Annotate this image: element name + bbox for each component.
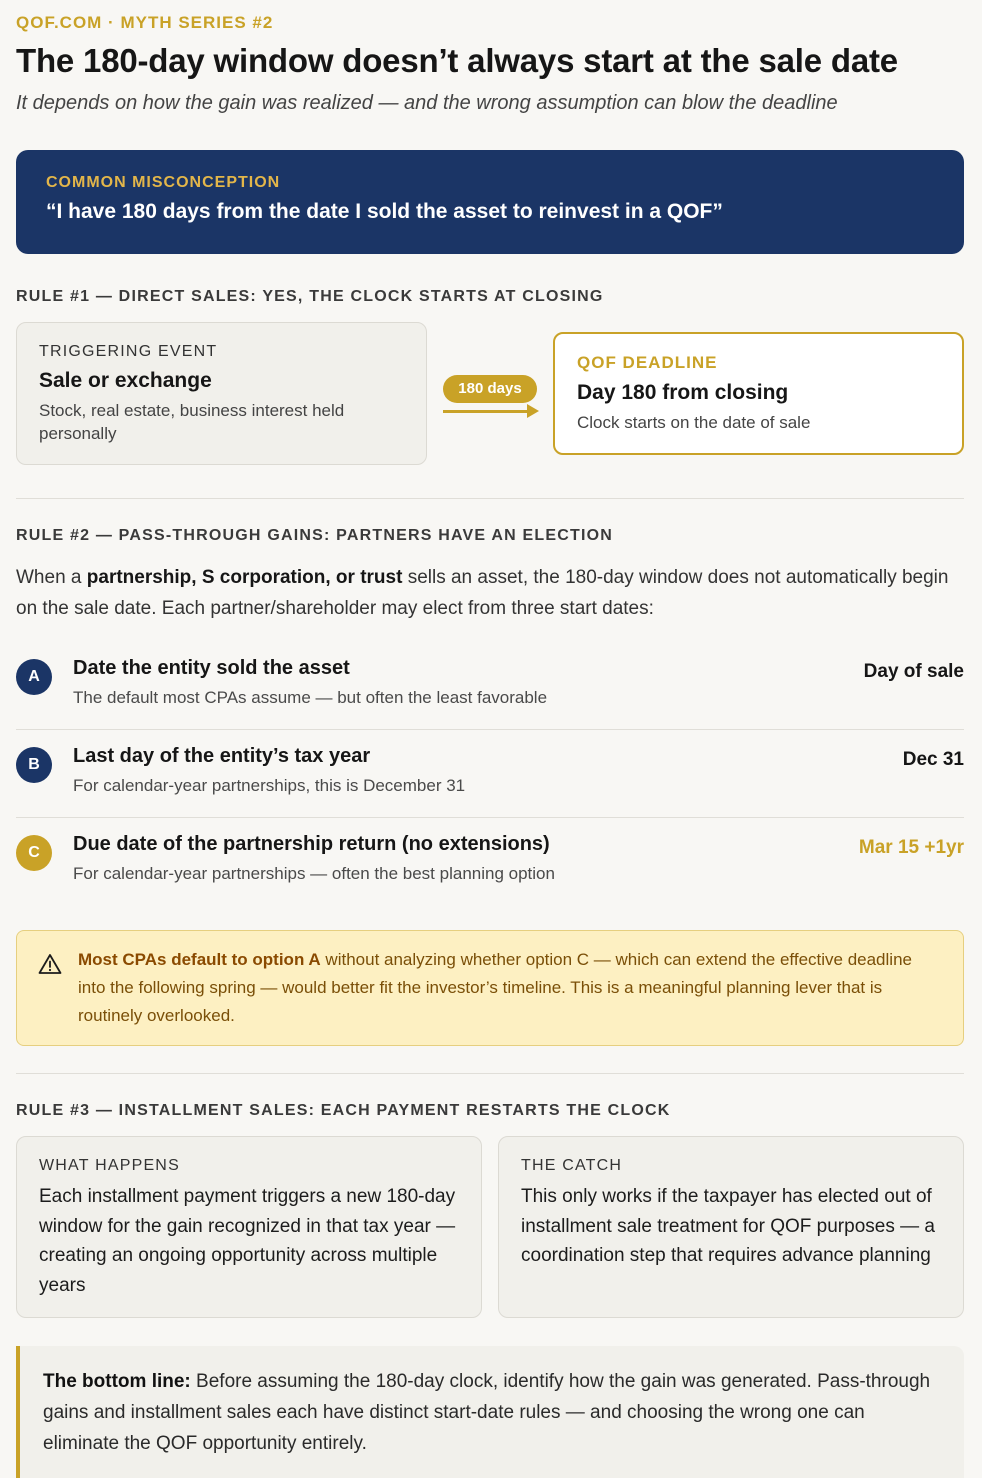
bottom-line-callout — [16, 1346, 964, 1478]
what-happens-label: WHAT HAPPENS — [39, 1157, 180, 1174]
bottom-line-text: Before assuming the 180-day clock, identify how the gain was generated. Pass-through gains and installment sales each have distinct start-date rules — and choosing the wrong one can eliminate the QOF opportunity entirely. — [43, 1371, 931, 1454]
qof-deadline-heading: Day 180 from closing — [577, 381, 789, 404]
page-subtitle: It depends on how the gain was realized — and the wrong assumption can blow the deadline — [16, 92, 838, 114]
option-a-badge: A — [16, 659, 52, 695]
arrow-right-icon — [443, 410, 529, 413]
option-divider — [16, 729, 964, 730]
bottom-line-bold: The bottom line: — [43, 1371, 191, 1392]
divider — [16, 498, 964, 499]
arrow-head-icon — [527, 404, 539, 418]
option-c-value: Mar 15 +1yr — [858, 837, 964, 858]
option-b-value: Dec 31 — [902, 749, 964, 770]
option-c-title: Due date of the partnership return (no extensions) — [73, 833, 550, 855]
divider — [16, 1073, 964, 1074]
arrow-connector — [441, 375, 541, 425]
option-c-badge: C — [16, 835, 52, 871]
option-a-sub: The default most CPAs assume — but often the least favorable — [73, 688, 548, 707]
the-catch-text: This only works if the taxpayer has elected out of installment sale treatment for QOF purposes — a coordination step that requires advance planning — [521, 1186, 935, 1266]
rule1-label: RULE #1 — DIRECT SALES: YES, THE CLOCK STARTS AT CLOSING — [16, 288, 604, 305]
warning-bold: Most CPAs default to option A — [78, 950, 321, 969]
triggering-event-heading: Sale or exchange — [39, 369, 212, 392]
option-c — [16, 833, 964, 921]
rule3-label: RULE #3 — INSTALLMENT SALES: EACH PAYMENT RESTARTS THE CLOCK — [16, 1102, 671, 1119]
days-pill: 180 days — [443, 375, 537, 403]
qof-deadline-label: QOF DEADLINE — [577, 353, 718, 372]
page-title: The 180-day window doesn’t always start at the sale date — [16, 42, 898, 79]
series-kicker: QOF.COM · MYTH SERIES #2 — [16, 13, 274, 32]
misconception-quote: “I have 180 days from the date I sold the asset to reinvest in a QOF” — [46, 200, 723, 223]
rule2-label: RULE #2 — PASS-THROUGH GAINS: PARTNERS HAVE AN ELECTION — [16, 527, 613, 544]
rule2-intro-after: sells an asset, the 180-day window does not automatically begin on the sale date. Each partner/shareholder may elect from three start dates: — [16, 567, 949, 619]
misconception-banner — [16, 150, 964, 254]
option-a — [16, 657, 964, 745]
option-b — [16, 745, 964, 833]
triggering-event-label: TRIGGERING EVENT — [39, 343, 218, 360]
what-happens-card — [16, 1136, 482, 1318]
qof-deadline-sub: Clock starts on the date of sale — [577, 413, 811, 432]
warning-callout — [16, 930, 964, 1046]
misconception-label: COMMON MISCONCEPTION — [46, 174, 281, 191]
the-catch-card — [498, 1136, 964, 1318]
triggering-event-sub: Stock, real estate, business interest held personally — [39, 401, 345, 443]
what-happens-text: Each installment payment triggers a new 180-day window for the gain recognized in that tax year — creating an ongoing opportunity across multiple years — [39, 1186, 456, 1296]
triggering-event-card — [16, 322, 427, 465]
option-a-title: Date the entity sold the asset — [73, 657, 350, 679]
option-b-title: Last day of the entity’s tax year — [73, 745, 371, 767]
option-divider — [16, 817, 964, 818]
option-c-sub: For calendar-year partnerships — often the best planning option — [73, 864, 555, 883]
option-b-sub: For calendar-year partnerships, this is December 31 — [73, 776, 466, 795]
the-catch-label: THE CATCH — [521, 1157, 623, 1174]
rule2-intro-before: When a — [16, 567, 87, 588]
warning-text: without analyzing whether option C — which can extend the effective deadline into the following spring — would better fit the investor’s timeline. This is a meaningful planning lever that is routinely overlooked. — [78, 950, 912, 1025]
rule2-intro — [16, 562, 964, 624]
option-a-value: Day of sale — [863, 661, 964, 682]
rule2-intro-bold: partnership, S corporation, or trust — [86, 567, 403, 588]
option-b-badge: B — [16, 747, 52, 783]
qof-deadline-card — [553, 332, 964, 455]
warning-triangle-icon — [38, 953, 62, 975]
